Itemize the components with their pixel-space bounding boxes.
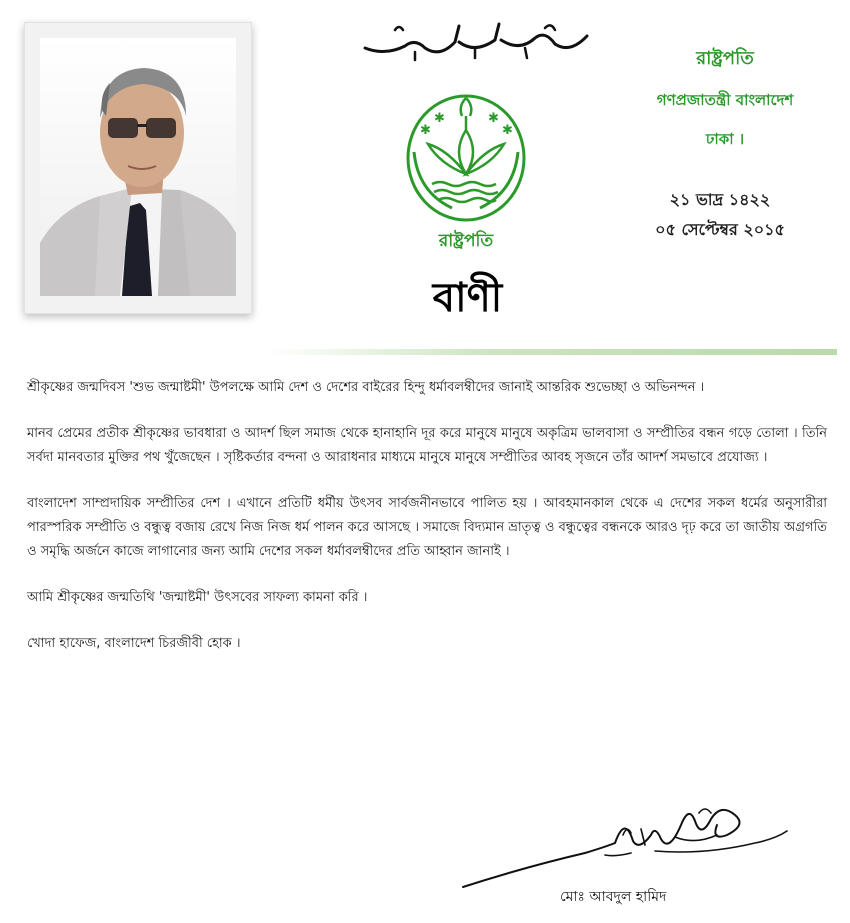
bismillah-text: بِسْمِ اللهِ الرَّحْمٰنِ الرَّحِيْمِ <box>355 18 366 19</box>
signer-name: মোঃ আবদুল হামিদ <box>560 889 667 905</box>
date-gregorian: ০৫ সেপ্টেম্বর ২০১৫ <box>655 220 785 239</box>
paragraph: আমি শ্রীকৃষ্ণের জন্মতিথি 'জন্মাষ্টমী' উৎসবের সাফল্য কামনা করি । <box>27 590 368 605</box>
page-title: বাণী <box>432 275 503 321</box>
date-block <box>600 185 840 245</box>
date-bangla: ২১ ভাদ্র ১৪২২ <box>669 190 771 209</box>
svg-text:✱: ✱ <box>502 123 513 138</box>
paragraph: মানব প্রেমের প্রতীক শ্রীকৃষ্ণের ভাবধারা ও আদর্শ ছিল সমাজ থেকে হানাহানি দূর করে মানুষে মানুষে অকৃত্রিম ভালবাসা ও সম্প্রীতির বন্ধন গড়ে তোলা । তিনি সর্বদা মানবতার মুক্তির পথ খুঁজেছেন । সৃষ্টিকর্তার বন্দনা ও আরাধনার মাধ্যমে মানুষে মানুষে সম্প্রীতির আবহ সৃজনে তাঁর আদর্শ সমভাবে প্রযোজ্য । <box>27 426 827 465</box>
paragraph: শ্রীকৃষ্ণের জন্মদিবস 'শুভ জন্মাষ্টমী' উপলক্ষে আমি দেশ ও দেশের বাইরের হিন্দু ধর্মাবলম্বীদের জানাই আন্তরিক শুভেচ্ছা ও অভিনন্দন । <box>27 380 705 395</box>
paragraph: খোদা হাফেজ, বাংলাদেশ চিরজীবী হোক । <box>27 636 241 651</box>
svg-text:✱: ✱ <box>434 111 445 126</box>
office-country: গণপ্রজাতন্ত্রী বাংলাদেশ <box>656 91 794 109</box>
office-title: রাষ্ট্রপতি <box>696 48 754 69</box>
paragraph: বাংলাদেশ সাম্প্রদায়িক সম্প্রীতির দেশ । এখানে প্রতিটি ধর্মীয় উৎসব সার্বজনীনভাবে পালিত হয় । আবহমানকাল থেকে এ দেশের সকল ধর্মের অনুসারীরা পারস্পরিক সম্প্রীতি ও বন্ধুত্ব বজায় রেখে নিজ নিজ ধর্ম পালন করে আসছে । সমাজে বিদ্যমান ভ্রাতৃত্ব ও বন্ধুত্বের বন্ধনকে আরও দৃঢ় করে তা জাতীয় অগ্রগতি ও সমৃদ্ধি অর্জনে কাজে লাগানোর জন্য আমি দেশের সকল ধর্মাবলম্বীদের প্রতি আহ্বান জানাই । <box>27 496 827 559</box>
office-city: ঢাকা । <box>705 130 745 148</box>
svg-text:✱: ✱ <box>420 123 431 138</box>
office-heading <box>605 44 845 153</box>
header-divider <box>265 349 837 355</box>
portrait-frame <box>24 22 252 314</box>
bismillah-calligraphy <box>355 18 595 66</box>
presidential-emblem <box>392 92 540 254</box>
svg-text:✱: ✱ <box>488 111 499 126</box>
emblem-caption: রাষ্ট্রপতি <box>438 231 494 251</box>
portrait-photo <box>40 38 236 296</box>
message-body <box>27 376 827 678</box>
